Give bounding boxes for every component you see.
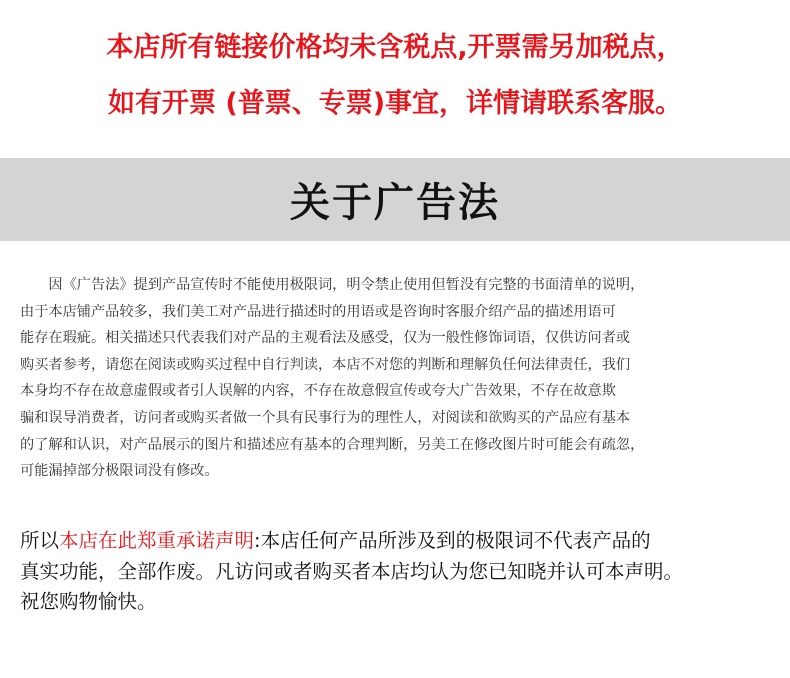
pricing-notice-line-2: 如有开票 (普票、专票)事宜，详情请联系客服。 [107,88,683,119]
explanation-line: 购买者参考，请您在阅读或购买过程中自行判读，本店不对您的判断和理解负任何法律责任，我们 [20,356,631,373]
pricing-notice-line-1: 本店所有链接价格均未含税点,开票需另加税点， [106,32,684,63]
explanation-line: 骗和误导消费者，访问者或购买者做一个具有民事行为的理性人，对阅读和欲购买的产品应有基本 [20,409,631,426]
explanation-line: 因《广告法》提到产品宣传时不能使用极限词，明令禁止使用但暂没有完整的书面清单的说明， [48,277,645,293]
statement-line-1 [20,526,780,557]
explanation-line: 能存在瑕疵。相关描述只代表我们对产品的主观看法及感受，仅为一般性修饰词语，仅供访问者或 [20,330,631,347]
statement-highlight: 本店在此郑重承诺声明 [59,529,255,552]
statement-line-1-rest: :本店任何产品所涉及到的极限词不代表产品的 [254,529,651,552]
explanation-line: 由于本店铺产品较多，我们美工对产品进行描述时的用语或是咨询时客服介绍产品的描述用语可 [20,303,616,320]
section-title: 关于广告法 [290,180,500,226]
pricing-notice [0,20,790,132]
statement-prefix: 所以 [20,529,60,552]
section-header-band [0,158,790,241]
explanation-line: 可能漏掉部分极限词没有修改。 [20,463,219,480]
explanation-line: 本身均不存在故意虚假或者引人误解的内容，不存在故意假宣传或夸大广告效果，不存在故意欺 [20,383,616,400]
explanation-line: 的了解和认识，对产品展示的图片和描述应有基本的合理判断，另美工在修改图片时可能会有疏忽， [20,436,645,453]
statement-line-2: 真实功能，全部作废。凡访问或者购买者本店均认为您已知晓并认可本声明。 [20,559,684,583]
store-statement [20,526,780,618]
advertising-law-explanation [20,272,775,485]
statement-line-3: 祝您购物愉快。 [20,590,157,613]
